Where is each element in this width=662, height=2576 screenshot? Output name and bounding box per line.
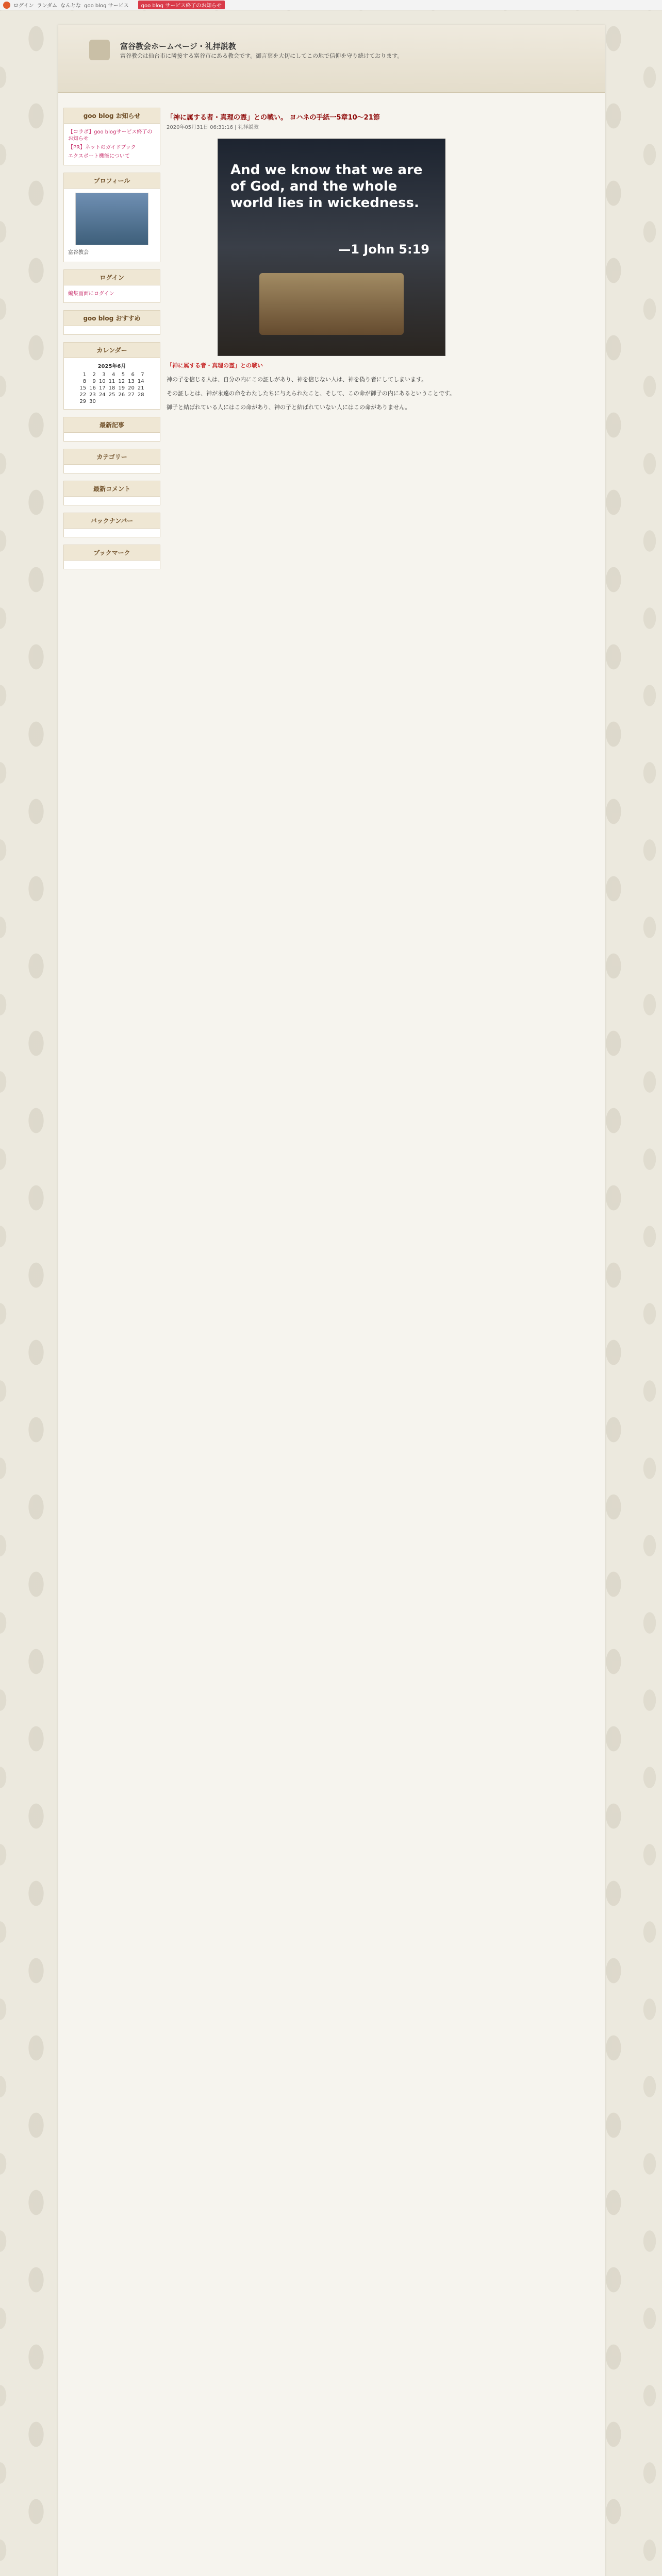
entry-title[interactable]: 「神に属する者・真理の霊」との戦い。 ヨハネの手紙一5章10〜21節: [167, 114, 380, 122]
calendar-day: 27: [128, 392, 135, 398]
login-link[interactable]: 編集画面にログイン: [68, 291, 114, 297]
site-title[interactable]: 富谷教会ホームページ・礼拝説教: [120, 42, 236, 51]
site-icon: [89, 40, 110, 60]
calendar-day: 8: [82, 379, 87, 384]
calendar-day: 26: [118, 392, 125, 398]
calendar-day: 15: [79, 385, 87, 391]
notice-item[interactable]: エクスポート機能について: [68, 154, 130, 159]
notice-box: [63, 108, 160, 165]
topbar-nantona[interactable]: なんとな: [60, 3, 81, 9]
topbar-service[interactable]: goo blog サービス: [84, 3, 129, 9]
calendar-day: 23: [89, 392, 96, 398]
comment-box: [63, 481, 160, 505]
calendar-month: 2025年6月: [97, 364, 126, 369]
notice-item[interactable]: 【PR】ネットのガイドブック: [68, 145, 136, 150]
entry-highlight: 「神に属する者・真理の霊」との戦い: [167, 362, 263, 369]
calendar-day: 24: [98, 392, 106, 398]
calendar-day: 7: [141, 372, 144, 378]
comment-heading: 最新コメント: [64, 481, 160, 497]
notice-item[interactable]: 【コラボ】goo blogサービス終了のお知らせ: [68, 129, 153, 142]
hero-image: [218, 139, 445, 356]
profile-heading: プロフィール: [64, 173, 160, 189]
calendar-day: 9: [92, 379, 96, 384]
service-end-banner[interactable]: goo blog サービス終了のお知らせ: [138, 1, 225, 9]
backnumber-box: [63, 513, 160, 537]
calendar-day: 5: [121, 372, 125, 378]
profile-box: [63, 173, 160, 262]
calendar-day: 2: [92, 372, 96, 378]
site-topbar: [0, 0, 662, 10]
blog-header: [58, 25, 605, 93]
entry-paragraph: 神の子を信じる人は、自分の内にこの証しがあり、神を信じない人は、神を偽り者にしてしまいます。: [167, 376, 427, 383]
left-sidebar: [63, 108, 160, 577]
calendar-day: 13: [128, 379, 135, 384]
open-bible-illustration: [259, 273, 404, 335]
recommend-box: [63, 310, 160, 335]
calendar-box: [63, 342, 160, 410]
profile-text: 富谷教会: [68, 250, 89, 256]
calendar-day: 12: [118, 379, 125, 384]
entry-body: [167, 361, 496, 412]
category-heading: カテゴリー: [64, 449, 160, 465]
main-content: [167, 108, 496, 417]
hero-verse-text: And we know that we are of God, and the whole world lies in wickedness.: [230, 162, 423, 211]
topbar-random[interactable]: ランダム: [37, 3, 58, 9]
recent-box: [63, 417, 160, 442]
calendar-day: 20: [128, 385, 135, 391]
profile-image: [75, 193, 148, 245]
calendar-day: 3: [102, 372, 106, 378]
calendar-day: 21: [137, 385, 144, 391]
calendar-day: 17: [98, 385, 106, 391]
backnumber-heading: バックナンバー: [64, 513, 160, 529]
calendar-day: 16: [89, 385, 96, 391]
calendar-day: 6: [131, 372, 135, 378]
calendar-day: [107, 398, 117, 405]
entry-meta: 2020年05月31日 06:31:16 | 礼拝説教: [167, 125, 259, 130]
category-box: [63, 449, 160, 473]
calendar-day: 19: [118, 385, 125, 391]
calendar-heading: カレンダー: [64, 343, 160, 358]
calendar-day: 10: [98, 379, 106, 384]
topbar-login[interactable]: ログイン: [13, 3, 34, 9]
calendar-day: 14: [137, 379, 144, 384]
calendar-day: 25: [108, 392, 115, 398]
calendar-day: 11: [108, 379, 115, 384]
blog-page: [58, 25, 605, 2576]
calendar-day: 22: [79, 392, 87, 398]
calendar-day: 28: [137, 392, 144, 398]
entry-paragraph: その証しとは、神が永遠の命をわたしたちに与えられたこと、そして、この命が御子の内にあるということです。: [167, 390, 455, 397]
goo-logo-icon[interactable]: [3, 2, 10, 9]
calendar-day: 18: [108, 385, 115, 391]
recent-heading: 最新記事: [64, 417, 160, 433]
entry-paragraph: 御子と結ばれている人にはこの命があり、神の子と結ばれていない人にはこの命がありません。: [167, 404, 411, 411]
recommend-heading: goo blog おすすめ: [64, 311, 160, 326]
calendar-day: 4: [111, 372, 115, 378]
login-box: [63, 269, 160, 303]
hero-citation: —1 John 5:19: [338, 242, 429, 257]
bookmark-box: [63, 545, 160, 569]
notice-heading: goo blog お知らせ: [64, 108, 160, 124]
calendar-day: 30: [89, 399, 96, 404]
calendar-day: 1: [82, 372, 87, 378]
calendar-day: [136, 398, 146, 405]
calendar-day: 29: [79, 399, 87, 404]
calendar-day: [97, 398, 107, 405]
calendar-day: [117, 398, 126, 405]
calendar-day: [126, 398, 136, 405]
bookmark-heading: ブックマーク: [64, 545, 160, 561]
calendar-table: [78, 371, 145, 405]
login-heading: ログイン: [64, 270, 160, 285]
site-description: 富谷教会は仙台市に隣接する富谷市にある教会です。御言葉を大切にしてこの地で信仰を守り続けております。: [120, 53, 403, 59]
